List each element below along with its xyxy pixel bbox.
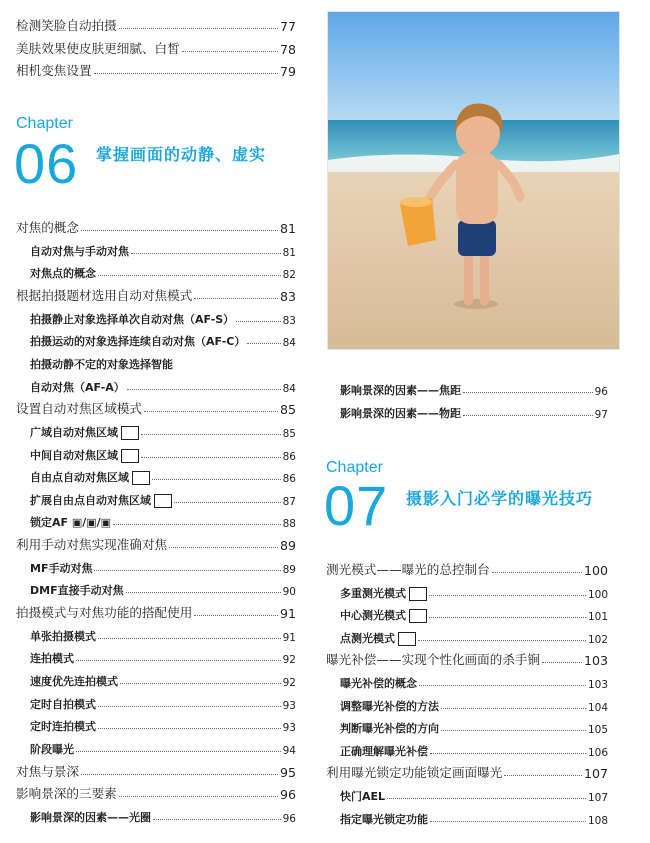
toc-page-number: 100 <box>587 588 608 601</box>
toc-page-number: 83 <box>279 288 296 304</box>
center-area-icon <box>121 449 139 463</box>
toc-leader-dots <box>504 774 582 776</box>
toc-leader-dots <box>98 705 281 707</box>
toc-entry[interactable] <box>326 624 608 646</box>
toc-entry-title: 自动对焦（AF-A） <box>30 380 125 394</box>
toc-leader-dots <box>430 820 586 822</box>
toc-leader-dots <box>542 661 582 663</box>
chapter-7-number: 07 <box>324 474 389 537</box>
toc-entry[interactable] <box>16 667 296 689</box>
toc-entry-title: 利用手动对焦实现准确对焦 <box>16 537 168 553</box>
toc-entry-title: 扩展自由点自动对焦区域 <box>30 493 151 507</box>
toc-entry-title: 自由点自动对焦区域 <box>30 471 129 485</box>
toc-page-number: 96 <box>282 812 296 825</box>
chapter-7-label: Chapter <box>326 459 383 476</box>
toc-page-number: 106 <box>587 746 608 759</box>
toc-entry-title: 拍摄动静不定的对象选择智能 <box>30 357 173 371</box>
toc-page-number: 81 <box>279 221 296 236</box>
toc-page-number: 87 <box>282 495 296 508</box>
toc-entry[interactable] <box>16 237 296 259</box>
toc-entry-title: 拍摄静止对象选择单次自动对焦（AF-S） <box>30 312 235 326</box>
toc-page-number: 82 <box>282 269 296 282</box>
toc-leader-dots <box>141 456 281 458</box>
toc-page-number: 96 <box>279 787 296 803</box>
toc-page-number: 103 <box>583 653 608 669</box>
toc-leader-dots <box>98 637 281 639</box>
toc-leader-dots <box>194 297 278 299</box>
toc-page-number: 79 <box>279 64 296 79</box>
toc-leader-dots <box>441 729 586 731</box>
chapter-7-title: 摄影入门必学的曝光技巧 <box>406 489 594 508</box>
expanded-spot-icon <box>154 494 172 508</box>
toc-page-number: 100 <box>583 563 608 578</box>
toc-entry-title: DMF直接手动对焦 <box>30 584 124 598</box>
toc-entry-title: 曝光补偿——实现个性化画面的杀手锏 <box>326 652 541 668</box>
toc-page-number: 84 <box>282 337 296 350</box>
toc-entry-title: 连拍模式 <box>30 652 74 666</box>
toc-leader-dots <box>182 50 278 52</box>
toc-page-number: 104 <box>587 701 608 714</box>
toc-entry[interactable] <box>326 669 608 691</box>
toc-leader-dots <box>120 682 281 684</box>
toc-page-number: 93 <box>282 699 296 712</box>
toc-entry-title: 曝光补偿的概念 <box>340 677 417 690</box>
toc-leader-dots <box>113 523 281 525</box>
toc-entry-title: MF手动对焦 <box>30 561 93 575</box>
toc-entry-title: 广域自动对焦区域 <box>30 425 118 439</box>
center-metering-icon <box>409 609 427 623</box>
toc-leader-dots <box>131 252 281 254</box>
toc-page-number: 105 <box>587 724 608 737</box>
toc-leader-dots <box>387 797 586 799</box>
toc-page-number: 89 <box>282 563 296 576</box>
toc-entry[interactable] <box>16 622 296 644</box>
toc-entry[interactable] <box>16 576 296 598</box>
toc-entry[interactable] <box>16 735 296 757</box>
toc-entry-title: 中间自动对焦区域 <box>30 448 118 462</box>
toc-entry-title: 美肤效果使皮肤更细腻、白皙 <box>16 40 180 56</box>
toc-entry[interactable] <box>326 714 608 736</box>
toc-entry-title: 对焦点的概念 <box>30 267 96 281</box>
toc-entry[interactable] <box>16 395 296 417</box>
toc-entry-title: 影响景深的因素——物距 <box>340 406 461 420</box>
toc-entry[interactable] <box>16 644 296 666</box>
toc-page-number: 91 <box>279 606 296 622</box>
toc-leader-dots <box>119 795 278 797</box>
toc-page-number: 107 <box>587 792 608 804</box>
toc-page-number: 78 <box>279 41 296 57</box>
toc-page-number: 77 <box>279 19 296 34</box>
toc-entry-title: 影响景深的因素——光圈 <box>30 810 151 824</box>
toc-entry-title: 定时连拍模式 <box>30 720 96 734</box>
toc-leader-dots <box>463 414 593 416</box>
toc-entry-title: 单张拍摄模式 <box>30 629 96 643</box>
toc-leader-dots <box>94 569 280 571</box>
toc-leader-dots <box>419 684 586 686</box>
toc-entry-title: 点测光模式 <box>340 631 395 645</box>
toc-page-number: 81 <box>282 246 296 259</box>
toc-entry[interactable] <box>326 805 608 827</box>
toc-page-number: 108 <box>587 814 608 827</box>
toc-entry[interactable] <box>16 599 296 621</box>
toc-entry[interactable] <box>16 418 296 440</box>
toc-entry-title: 多重测光模式 <box>340 586 406 600</box>
toc-leader-dots <box>76 659 281 661</box>
toc-page-number: 92 <box>282 677 296 689</box>
toc-entry-title: 根据拍摄题材选用自动对焦模式 <box>16 287 193 303</box>
toc-page-number: 88 <box>282 518 296 531</box>
toc-entry-title: 判断曝光补偿的方向 <box>340 722 439 736</box>
toc-entry[interactable] <box>16 214 296 236</box>
toc-leader-dots <box>429 594 586 596</box>
toc-entry-title: 调整曝光补偿的方法 <box>340 699 439 713</box>
toc-entry-title: 测光模式——曝光的总控制台 <box>326 562 490 577</box>
toc-page-number: 102 <box>587 633 608 646</box>
toc-entry[interactable] <box>16 305 296 327</box>
toc-entry-title: 设置自动对焦区域模式 <box>16 401 142 417</box>
toc-leader-dots <box>141 433 281 435</box>
toc-entry[interactable] <box>16 35 296 57</box>
toc-leader-dots <box>126 591 281 593</box>
chapter-6-number: 06 <box>14 132 79 195</box>
toc-entry[interactable] <box>16 327 296 349</box>
toc-entry[interactable] <box>326 399 608 421</box>
toc-entry[interactable] <box>326 376 608 398</box>
toc-leader-dots <box>98 727 281 729</box>
toc-leader-dots <box>94 72 278 74</box>
toc-entry[interactable] <box>326 759 608 781</box>
toc-entry[interactable] <box>326 646 608 668</box>
toc-leader-dots <box>119 27 278 29</box>
toc-page-number: 101 <box>587 611 608 624</box>
toc-page-number: 103 <box>587 679 608 691</box>
toc-entry-title: 快门AEL <box>340 790 386 803</box>
toc-leader-dots <box>174 501 281 503</box>
toc-page-number: 83 <box>282 314 296 327</box>
toc-entry-title: 检测笑脸自动拍摄 <box>16 18 117 33</box>
toc-leader-dots <box>81 773 278 775</box>
toc-leader-dots <box>98 274 281 276</box>
toc-entry-title: 对焦的概念 <box>16 220 79 235</box>
toc-entry[interactable] <box>16 259 296 281</box>
toc-entry-title: 利用曝光锁定功能锁定画面曝光 <box>326 765 503 781</box>
toc-entry-title: 定时自拍模式 <box>30 697 96 711</box>
toc-page-number: 85 <box>282 427 296 440</box>
toc-page-number: 85 <box>279 402 296 418</box>
toc-leader-dots <box>127 388 281 390</box>
toc-leader-dots <box>169 546 278 548</box>
toc-page-number: 90 <box>282 586 296 599</box>
toc-entry-title: 中心测光模式 <box>340 609 406 623</box>
chapter-6-title: 掌握画面的动静、虚实 <box>96 145 267 164</box>
toc-leader-dots <box>430 752 586 754</box>
toc-entry[interactable] <box>16 758 296 780</box>
toc-entry[interactable] <box>16 57 296 79</box>
toc-entry-title: 对焦与景深 <box>16 763 79 779</box>
chapter-6-label: Chapter <box>16 115 73 132</box>
toc-entry[interactable] <box>326 737 608 759</box>
toc-page-number: 95 <box>279 764 296 780</box>
toc-leader-dots <box>144 410 278 412</box>
toc-entry-title: 相机变焦设置 <box>16 63 92 78</box>
toc-entry-title: 影响景深的因素——焦距 <box>340 384 461 397</box>
beach-child-photo <box>327 11 620 350</box>
toc-page-number: 86 <box>282 473 296 486</box>
toc-page-number: 89 <box>279 538 296 554</box>
toc-page-number: 84 <box>282 382 296 395</box>
toc-page-number: 91 <box>282 631 296 644</box>
toc-leader-dots <box>441 707 586 709</box>
toc-entry-title: 影响景深的三要素 <box>16 786 117 802</box>
toc-entry-title: 阶段曝光 <box>30 742 74 756</box>
toc-leader-dots <box>76 750 281 752</box>
toc-leader-dots <box>492 571 582 573</box>
photo-illustration <box>328 12 619 349</box>
toc-page-number: 86 <box>282 450 296 463</box>
spot-metering-icon <box>398 632 416 646</box>
toc-leader-dots <box>247 342 280 344</box>
wide-area-icon <box>121 426 139 440</box>
toc-entry-title: 锁定AF ▣/▣/▣ <box>30 516 112 530</box>
toc-page-number: 92 <box>282 654 296 667</box>
multi-metering-icon <box>409 587 427 601</box>
toc-page-number: 94 <box>282 744 296 757</box>
toc-entry-title: 速度优先连拍模式 <box>30 675 118 688</box>
toc-entry[interactable] <box>326 579 608 601</box>
toc-leader-dots <box>194 614 278 616</box>
toc-entry[interactable] <box>326 692 608 714</box>
toc-page-number: 107 <box>583 766 608 782</box>
toc-entry[interactable] <box>16 486 296 508</box>
toc-entry[interactable] <box>16 350 296 372</box>
toc-page-number: 97 <box>594 408 608 421</box>
toc-leader-dots <box>81 229 278 231</box>
toc-entry-title: 拍摄模式与对焦功能的搭配使用 <box>16 605 193 621</box>
toc-entry[interactable] <box>16 690 296 712</box>
toc-entry-title: 拍摄运动的对象选择连续自动对焦（AF-C） <box>30 335 246 349</box>
toc-entry[interactable] <box>16 531 296 553</box>
toc-entry[interactable] <box>326 556 608 578</box>
toc-entry-title: 指定曝光锁定功能 <box>340 812 428 826</box>
toc-entry[interactable] <box>16 803 296 825</box>
toc-entry-title: 自动对焦与手动对焦 <box>30 244 129 258</box>
toc-leader-dots <box>152 478 281 480</box>
toc-entry[interactable] <box>326 782 608 804</box>
toc-entry[interactable] <box>16 463 296 485</box>
toc-page-number: 96 <box>594 386 608 398</box>
toc-entry-title: 正确理解曝光补偿 <box>340 744 428 758</box>
toc-entry[interactable] <box>16 508 296 530</box>
toc-entry[interactable] <box>16 554 296 576</box>
toc-leader-dots <box>463 391 593 393</box>
toc-page-number: 93 <box>282 722 296 735</box>
toc-entry[interactable] <box>16 441 296 463</box>
toc-leader-dots <box>429 616 586 618</box>
toc-entry[interactable] <box>326 601 608 623</box>
toc-entry[interactable] <box>16 12 296 34</box>
toc-entry[interactable] <box>16 712 296 734</box>
toc-entry[interactable] <box>16 282 296 304</box>
flexible-spot-icon <box>132 471 150 485</box>
toc-leader-dots <box>418 639 586 641</box>
toc-entry[interactable] <box>16 780 296 802</box>
toc-leader-dots <box>153 818 281 820</box>
toc-leader-dots <box>236 320 280 322</box>
toc-entry[interactable] <box>16 373 296 395</box>
